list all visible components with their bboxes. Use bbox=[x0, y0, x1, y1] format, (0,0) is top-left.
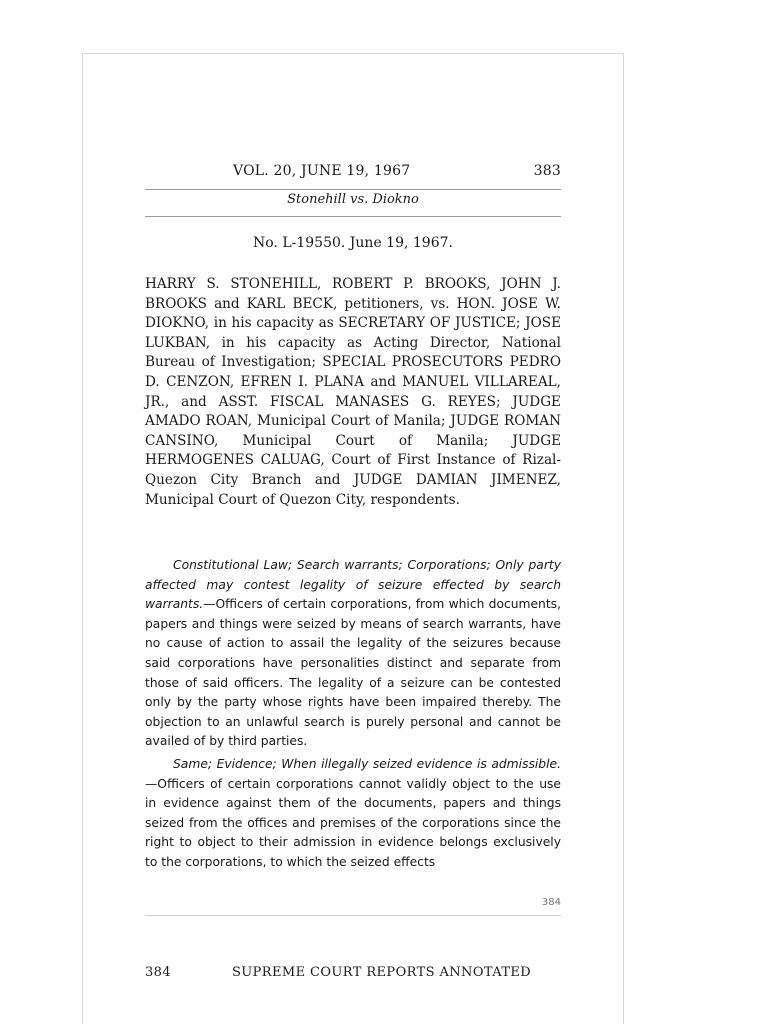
case-number-date: No. L-19550. June 19, 1967. bbox=[253, 235, 453, 251]
page-break-marker: 384 bbox=[541, 897, 561, 908]
header-rule-bottom bbox=[145, 216, 561, 217]
running-head bbox=[145, 163, 561, 183]
document-page bbox=[82, 53, 624, 1024]
case-title: Stonehill vs. Diokno bbox=[287, 192, 419, 207]
header-rule-top bbox=[145, 189, 561, 190]
syllabus bbox=[145, 556, 561, 876]
syllabus-paragraph bbox=[145, 556, 561, 752]
page-number: 383 bbox=[533, 163, 561, 179]
volume-date: VOL. 20, JUNE 19, 1967 bbox=[233, 163, 411, 179]
syllabus-heading: Same; Evidence; When illegally seized evidence is admissible. bbox=[173, 756, 561, 771]
syllabus-body: —Officers of certain corporations, from which documents, papers and things were seized by means of search warrants, have no cause of action to assail the legality of the seizures because said corporations have personalities distinct and separate from those of said officers. The legality of a seizure can be contested only by the party whose rights have been impaired thereby. The objection to an unlawful search is purely personal and cannot be availed of by third parties. bbox=[145, 597, 561, 749]
syllabus-body: —Officers of certain corporations cannot validly object to the use in evidence against them of the documents, papers and things seized from the offices and premises of the corporations since the right to object to their admission in evidence belongs exclusively to the corporations, to which the seized effects bbox=[145, 776, 561, 869]
page-break-rule bbox=[145, 915, 561, 916]
publication-title: SUPREME COURT REPORTS ANNOTATED bbox=[232, 965, 532, 980]
case-parties: HARRY S. STONEHILL, ROBERT P. BROOKS, JOHN J. BROOKS and KARL BECK, petitioners, vs. HON. JOSE W. DIOKNO, in his capacity as SECRETARY OF JUSTICE; JOSE LUKBAN, in his capacity as Acting Director, National Bureau of Investigation; SPECIAL PROSECUTORS PEDRO D. CENZON, EFREN I. PLANA and MANUEL VILLAREAL, JR., and ASST. FISCAL MANASES G. REYES; JUDGE AMADO ROAN, Municipal Court of Manila; JUDGE ROMAN CANSINO, Municipal Court of Manila; JUDGE HERMOGENES CALUAG, Court of First Instance of Rizal-Quezon City Branch and JUDGE DAMIAN JIMENEZ, Municipal Court of Quezon City, respondents. bbox=[145, 276, 561, 508]
syllabus-heading: Constitutional Law; Search warrants; Corporations; Only party affected may contest legality of seizure effected by search warrants. bbox=[145, 558, 561, 612]
next-page-number: 384 bbox=[145, 965, 172, 980]
syllabus-paragraph bbox=[145, 755, 561, 873]
